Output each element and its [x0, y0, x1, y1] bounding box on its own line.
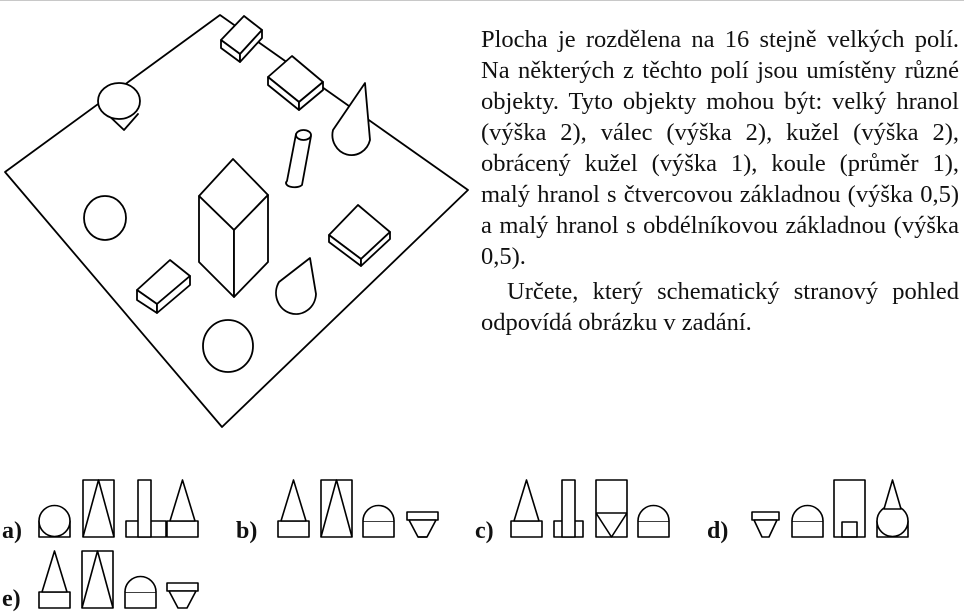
option-c-views[interactable]: [503, 476, 678, 540]
view-sphere-on-small-prism: [638, 506, 669, 538]
view-sphere-on-small-prism: [363, 506, 394, 538]
view-inverted-cone: [167, 583, 198, 608]
option-e-label[interactable]: e): [2, 586, 21, 612]
view-cone-on-small-prism: [511, 480, 542, 537]
view-cone-in-big-prism: [82, 551, 113, 608]
problem-paragraph: Plocha je rozdělena na 16 stejně velkých polí. Na některých z těchto polí jsou umístěny různé objekty. Tyto objekty mohou být: velký hranol (výška 2), válec (výška 2), kužel (výška 2), obrácený kužel (výška 1), koule (průměr 1), malý hranol s čtvercovou základnou (výška 0,5) a malý hranol s obdélníkovou základnou (výška 0,5).: [481, 26, 959, 270]
view-sphere-on-small-prism: [125, 577, 156, 609]
option-d-label[interactable]: d): [707, 518, 729, 544]
problem-text: [481, 24, 959, 338]
view-cylinder-on-flat-prism: [554, 480, 583, 537]
option-b-views[interactable]: [272, 476, 447, 540]
problem-question: Určete, který schematický stranový pohled odpovídá obrázku v zadání.: [481, 278, 959, 336]
view-cone-on-small-prism: [39, 551, 70, 608]
view-cone-on-small-prism: [167, 480, 198, 537]
option-c-label[interactable]: c): [475, 518, 494, 544]
view-inverted-cone-under-prism: [596, 480, 627, 537]
view-cone-on-small-prism: [278, 480, 309, 537]
option-a-views[interactable]: [30, 476, 210, 540]
view-cone-in-big-prism: [83, 480, 114, 537]
view-cone-in-big-prism: [321, 480, 352, 537]
view-cylinder-on-flat-prism: [126, 480, 166, 537]
view-cone-on-sphere: [877, 480, 908, 537]
circle-bottom: [203, 320, 253, 372]
option-b-label[interactable]: b): [236, 518, 258, 544]
option-a-label[interactable]: a): [2, 518, 22, 544]
view-sphere-on-small-prism: [792, 506, 823, 538]
view-big-prism-with-small-prism: [834, 480, 865, 537]
circle-left: [84, 196, 126, 240]
view-sphere-on-small-prism: [39, 506, 70, 538]
scene-figure: [0, 0, 470, 440]
view-inverted-cone: [752, 512, 779, 537]
view-inverted-cone: [407, 512, 438, 537]
option-e-views[interactable]: [30, 546, 205, 610]
option-d-views[interactable]: [744, 476, 919, 540]
